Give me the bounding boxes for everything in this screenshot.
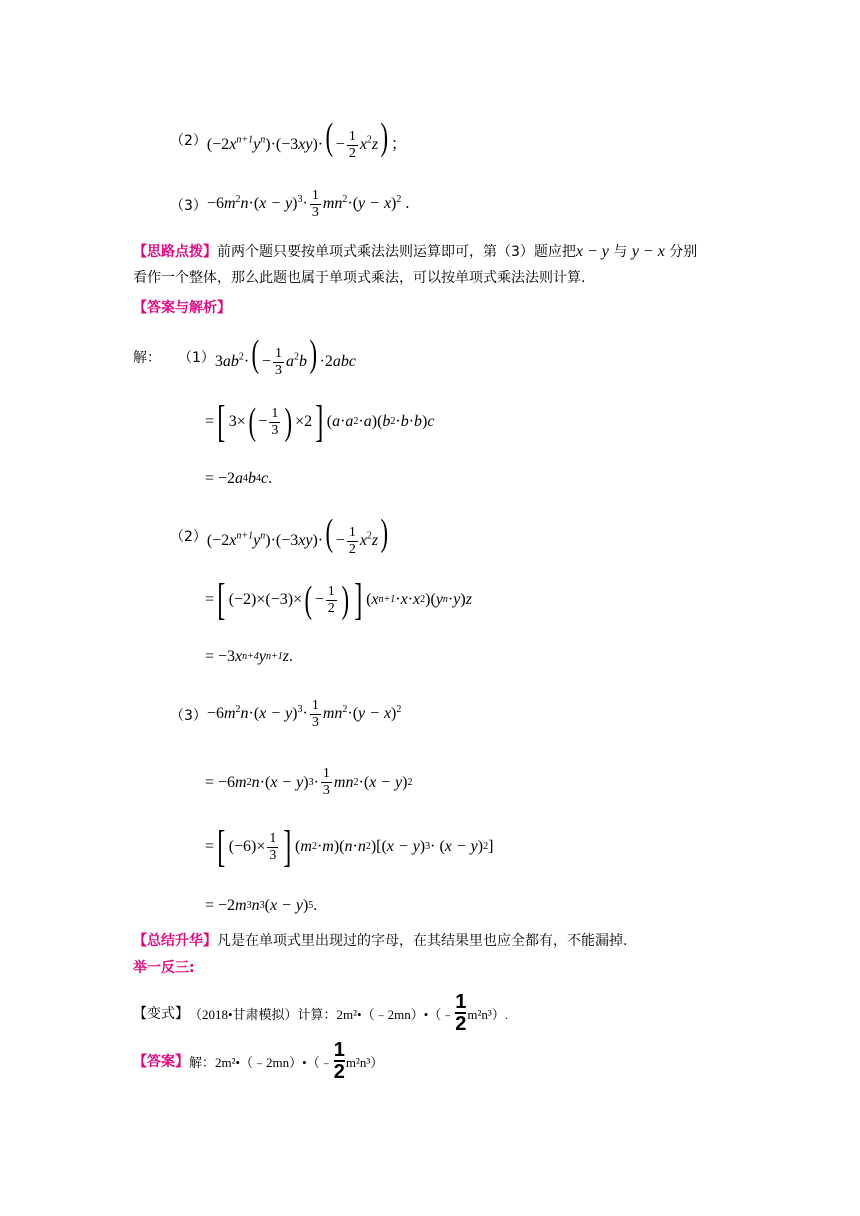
- hint-mid: 与: [608, 244, 632, 260]
- solution-3-expression: $-6m^2n\cdot(x - y)^3\cdot$ $\frac{1}{3}$ $mn^2\cdot(y - x)^2$: [206, 698, 402, 730]
- solution-1-label: （1）: [178, 349, 215, 366]
- hint-text-3: 看作一个整体，那么此题也属于单项式乘法，可以按单项式乘法法则计算.: [133, 270, 586, 286]
- problem-3-expression: $-6m^2n\cdot(x - y)^3\cdot$ $\frac{1}{3}$ $mn^2\cdot(y - x)^2$ .: [206, 188, 410, 220]
- juyi-paragraph: [133, 955, 733, 981]
- solution-3-line-3: = [ (−6)× $\frac{1}{3}$ ] ( m 2 · m )( n · n 2 )[( x − y ) 3 · ( x − y ) 2 ]: [205, 822, 494, 871]
- variant-answer-fraction-num: 1: [333, 1039, 345, 1061]
- hint-paragraph: [133, 239, 733, 291]
- summary-tag: 【总结升华】: [133, 933, 217, 949]
- variant-fraction-den: 2: [455, 1013, 467, 1035]
- solution-2-line-2: = [ (−2)×(−3)× ( − $\frac{1}{2}$ ) ] ( x n+1 · x · x 2 )( y n · y ) z: [205, 575, 472, 624]
- solution-3-line-2: = −6 m 2 n ·( x − y ) 3 · $\frac{1}{3}$ mn 2 ·( x − y ) 2: [205, 766, 413, 798]
- variant-tag: 【变式】: [133, 1006, 189, 1022]
- solution-2-expression: $(-2x^{n+1}y^n)\cdot(-3xy)\cdot$( − $\frac{1}{2}$ $x^2z$): [206, 512, 389, 557]
- variant-line: [133, 992, 508, 1034]
- problem-3: [170, 188, 409, 221]
- hint-text-1: 前两个题只要按单项式乘法法则运算即可，第（3）题应把: [217, 244, 576, 260]
- solution-jie: 解：: [133, 349, 161, 366]
- hint-tag: 【思路点拨】: [133, 244, 217, 260]
- variant-fraction: [455, 992, 466, 1034]
- variant-text: （2018•甘肃模拟）计算：2m²•（﹣2mn）•（﹣: [189, 1006, 455, 1022]
- variant-answer-text: 解：2m²•（﹣2mn）•（﹣: [189, 1054, 333, 1070]
- solution-1-line-2: = [ 3× ( − $\frac{1}{3}$ ) ×2 ] ( a · a 2 · a )( b 2 · b · b ) c: [205, 397, 435, 446]
- summary-text: 凡是在单项式里出现过的字母，在其结果里也应全都有，不能漏掉.: [217, 933, 628, 949]
- solution-2-label: （2）: [170, 528, 207, 545]
- solution-1-expression: $3ab^2\cdot$( − $\frac{1}{3}$ $a^2b) \cdot 2abc$: [214, 333, 357, 378]
- variant-tail: m²n³）.: [467, 1006, 509, 1022]
- problem-2: [170, 118, 407, 162]
- summary-paragraph: [133, 928, 733, 954]
- solution-2-line-3: = −3 x n+4 y n+1 z .: [205, 648, 293, 665]
- hint-expr-yx: y − x: [631, 243, 665, 260]
- variant-answer-fraction: [334, 1040, 345, 1082]
- answer-heading: [133, 297, 231, 317]
- problem-2-label: （2）: [170, 132, 207, 149]
- solution-2-line-1: [170, 514, 391, 558]
- variant-answer-tag: 【答案】: [133, 1054, 189, 1070]
- variant-answer-tail: m²n³）: [345, 1054, 384, 1070]
- variant-answer-line: [133, 1040, 383, 1082]
- answer-tag: 【答案与解析】: [133, 300, 231, 316]
- problem-2-expression: $(-2x^{n+1}y^n)\cdot(-3xy)\cdot$( − $\frac{1}{2}$ $x^2z$) ；: [206, 116, 407, 161]
- solution-1-line-1: [133, 335, 356, 379]
- solution-3-label: （3）: [170, 707, 207, 724]
- variant-answer-fraction-den: 2: [333, 1061, 345, 1083]
- problem-3-label: （3）: [170, 197, 207, 214]
- solution-3-line-1: [170, 698, 401, 731]
- hint-text-2: 分别: [664, 244, 698, 260]
- solution-3-line-4: = −2 m 3 n 3 ( x − y ) 5 .: [205, 897, 318, 914]
- solution-1-line-3: = −2 a 4 b 4 c .: [205, 470, 273, 487]
- hint-expr-xy: x − y: [575, 243, 609, 260]
- juyi-heading: 举一反三:: [133, 960, 195, 976]
- variant-fraction-num: 1: [455, 991, 467, 1013]
